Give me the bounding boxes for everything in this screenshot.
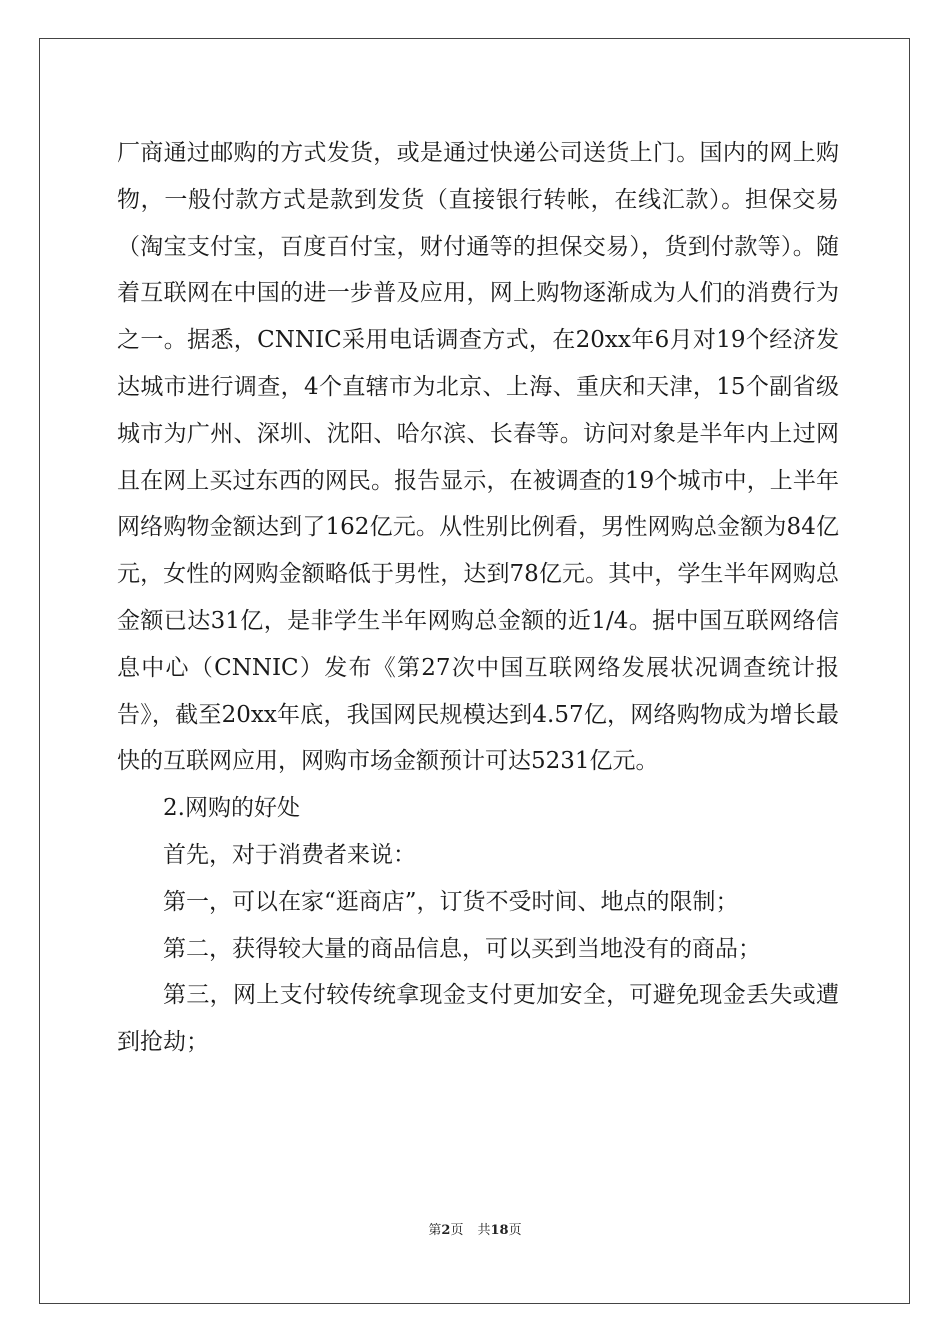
page-number: 2 <box>441 1223 451 1238</box>
total-prefix: 共 <box>477 1223 491 1238</box>
page-suffix: 页 <box>450 1223 464 1238</box>
document-body <box>117 130 839 1066</box>
total-pages: 18 <box>490 1223 509 1238</box>
section-heading-benefits: 2.网购的好处 <box>163 795 300 822</box>
page-prefix: 第 <box>428 1223 442 1238</box>
page-footer <box>0 1222 950 1240</box>
paragraph-consumer-intro: 首先，对于消费者来说： <box>163 841 416 868</box>
paragraph-benefit-first: 第一，可以在家“逛商店”，订货不受时间、地点的限制； <box>163 888 739 915</box>
paragraph-online-shopping-overview: 厂商通过邮购的方式发货，或是通过快递公司送货上门。国内的网上购物，一般付款方式是款到发货（直接银行转帐，在线汇款）。担保交易（淘宝支付宝，百度百付宝，财付通等的担保交易），货到付款等）。随着互联网在中国的进一步普及应用，网上购物逐渐成为人们的消费行为之一。据悉，CNNIC采用电话调查方式，在20xx年6月对19个经济发达城市进行调查，4个直辖市为北京、上海、重庆和天津，15个副省级城市为广州、深圳、沈阳、哈尔滨、长春等。访问对象是半年内上过网且在网上买过东西的网民。报告显示，在被调查的19个城市中，上半年网络购物金额达到了162亿元。从性别比例看，男性网购总金额为84亿元，女性的网购金额略低于男性，达到78亿元。其中，学生半年网购总金额已达31亿，是非学生半年网购总金额的近1/4。据中国互联网络信息中心（CNNIC）发布《第27次中国互联网络发展状况调查统计报告》，截至20xx年底，我国网民规模达到4.57亿，网络购物成为增长最快的互联网应用，网购市场金额预计可达5231亿元。 <box>117 140 839 775</box>
total-suffix: 页 <box>508 1223 522 1238</box>
paragraph-benefit-third: 第三，网上支付较传统拿现金支付更加安全，可避免现金丢失或遭到抢劫； <box>117 982 839 1056</box>
paragraph-benefit-second: 第二，获得较大量的商品信息，可以买到当地没有的商品； <box>163 935 761 962</box>
